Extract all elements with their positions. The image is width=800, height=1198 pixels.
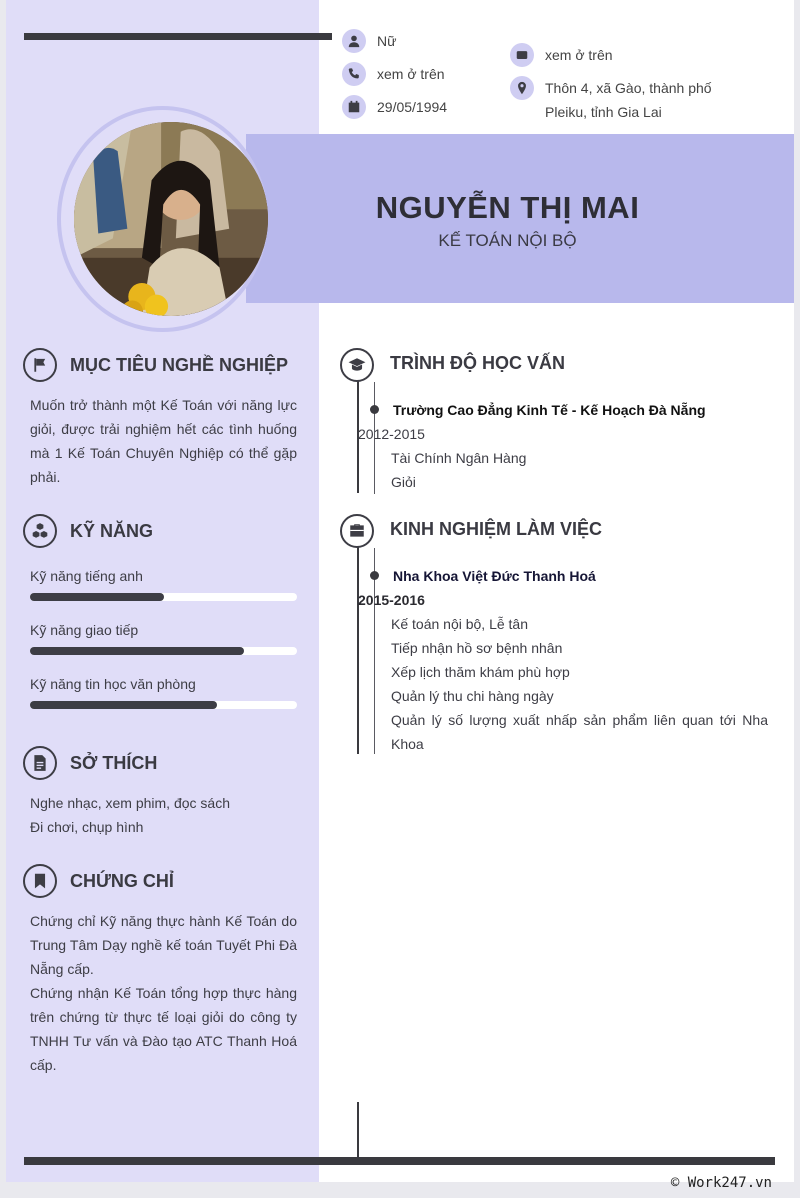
education-title: TRÌNH ĐỘ HỌC VẤN (390, 353, 565, 373)
skill-bar (30, 593, 297, 601)
bookmark-icon (23, 864, 57, 898)
certificates-title: CHỨNG CHỈ (70, 870, 174, 891)
gender-text: Nữ (377, 33, 397, 49)
bottom-bar (24, 1157, 775, 1165)
company-name: Nha Khoa Việt Đức Thanh Hoá (393, 568, 596, 584)
timeline-dot (370, 571, 379, 580)
certificate-item: Chứng nhận Kế Toán tổng hợp thực hàng trên chứng từ thực tế loại giỏi do công ty TNHH Tư vấn và Đào tạo ATC Thanh Hoá cấp. (30, 985, 297, 1073)
skill-bar (30, 647, 297, 655)
top-bar (24, 33, 332, 40)
objective-text: Muốn trở thành một Kế Toán với năng lực giỏi, được trải nghiệm hết các tình huống mà 1 Kế Toán Chuyên Nghiệp có thể gặp phải. (30, 397, 297, 485)
watermark: © Work247.vn (670, 1175, 772, 1191)
experience-duty: Quản lý số lượng xuất nhấp sản phẩm liên quan tới Nha Khoa (391, 712, 768, 752)
cv-page (6, 0, 794, 1182)
address-text: Thôn 4, xã Gào, thành phố Pleiku, tỉnh Gia Lai (545, 80, 712, 120)
location-icon (510, 76, 534, 100)
contact-birthday (342, 95, 447, 119)
candidate-name: NGUYỄN THỊ MAI (375, 190, 640, 225)
email-icon (510, 43, 534, 67)
skill-label: Kỹ năng tin học văn phòng (30, 676, 196, 692)
skill-bar-fill (30, 647, 244, 655)
experience-period: 2015-2016 (358, 592, 425, 608)
user-icon (342, 29, 366, 53)
skill-label: Kỹ năng giao tiếp (30, 622, 139, 638)
contact-phone (342, 62, 445, 86)
phone-icon (342, 62, 366, 86)
school-name: Trường Cao Đẳng Kinh Tế - Kế Hoạch Đà Nẵng (393, 402, 706, 418)
hobby-line: Nghe nhạc, xem phim, đọc sách (30, 795, 230, 811)
hobbies-title: SỞ THÍCH (70, 752, 158, 773)
contact-address (510, 76, 720, 124)
education-grade: Giỏi (391, 474, 416, 490)
cubes-icon (23, 514, 57, 548)
contact-gender (342, 29, 396, 53)
timeline-line (357, 540, 359, 754)
phone-text: xem ở trên (377, 66, 445, 82)
job-title: KẾ TOÁN NỘI BỘ (438, 231, 577, 250)
skills-header (23, 514, 153, 548)
email-text: xem ở trên (545, 47, 613, 63)
document-icon (23, 746, 57, 780)
experience-duty: Quản lý thu chi hàng ngày (391, 688, 554, 704)
experience-duty: Xếp lịch thăm khám phù hợp (391, 664, 570, 680)
education-major: Tài Chính Ngân Hàng (391, 450, 527, 466)
objective-header (23, 348, 288, 382)
skills-title: KỸ NĂNG (70, 520, 154, 541)
avatar (74, 122, 268, 316)
graduation-cap-icon (340, 348, 374, 382)
objective-title: MỤC TIÊU NGHỀ NGHIỆP (70, 354, 289, 375)
certificate-item: Chứng chỉ Kỹ năng thực hành Kế Toán do Trung Tâm Dạy nghề kế toán Tuyết Phi Đà Nẵng cấp. (30, 913, 297, 977)
certificates-header (23, 864, 174, 898)
timeline-dot (370, 405, 379, 414)
experience-duty: Tiếp nhận hồ sơ bệnh nhân (391, 640, 563, 656)
timeline-line (357, 1102, 359, 1160)
skill-label: Kỹ năng tiếng anh (30, 568, 143, 584)
experience-title: KINH NGHIỆM LÀM VIỆC (390, 519, 603, 539)
calendar-icon (342, 95, 366, 119)
skill-bar-fill (30, 701, 217, 709)
flag-icon (23, 348, 57, 382)
skill-bar (30, 701, 297, 709)
contact-email (510, 43, 613, 67)
briefcase-icon (340, 514, 374, 548)
avatar-photo (74, 122, 268, 316)
hobby-line: Đi chơi, chụp hình (30, 819, 144, 835)
education-period: 2012-2015 (358, 426, 425, 442)
skill-bar-fill (30, 593, 164, 601)
hobbies-header (23, 746, 157, 780)
birthday-text: 29/05/1994 (377, 99, 448, 115)
experience-role: Kế toán nội bộ, Lễ tân (391, 616, 528, 632)
